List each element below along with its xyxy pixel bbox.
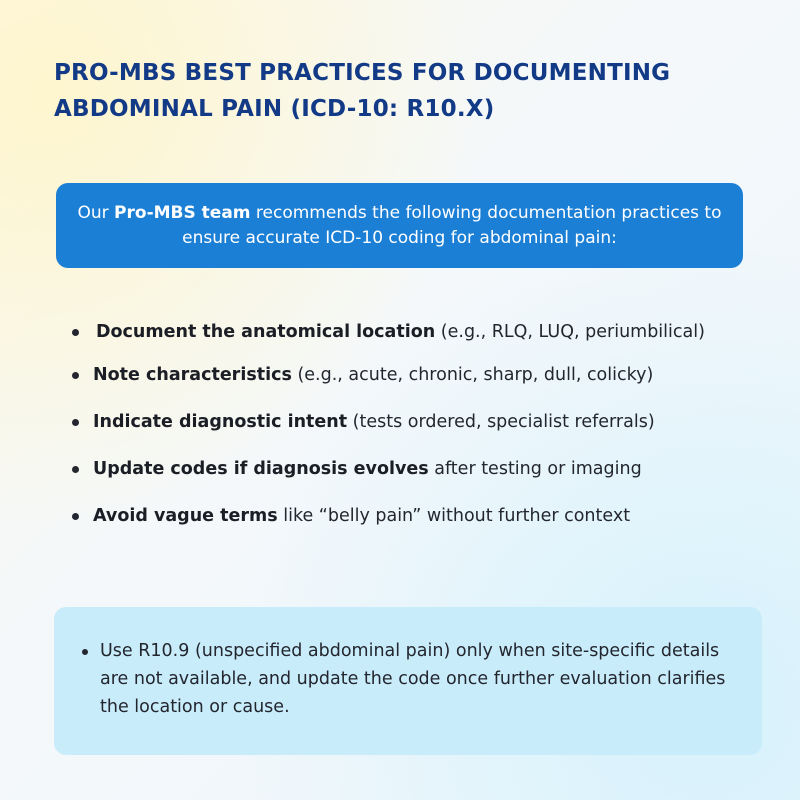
list-item — [70, 407, 750, 437]
list-item-text: (tests ordered, specialist referrals) — [347, 412, 655, 432]
page-title-line-1: PRO-MBS BEST PRACTICES FOR DOCUMENTING — [54, 60, 671, 86]
list-item — [70, 360, 750, 390]
note-text: Use R10.9 (unspecified abdominal pain) only when site-specific details are not available, and update the code once further evaluation clarifies the location or cause. — [100, 641, 726, 717]
page-title — [54, 55, 754, 127]
list-item-text: (e.g., acute, chronic, sharp, dull, colicky) — [291, 365, 654, 385]
list-item-bold: Indicate diagnostic intent — [93, 412, 348, 432]
bullet-dot-icon — [82, 649, 88, 655]
intro-prefix: Our — [77, 203, 115, 223]
list-item-text: (e.g., RLQ, LUQ, periumbilical) — [435, 322, 705, 342]
page-title-line-2: ABDOMINAL PAIN (ICD-10: R10.X) — [54, 96, 495, 122]
list-item — [70, 317, 750, 347]
note-callout — [54, 607, 762, 755]
list-item-bold: Update codes if diagnosis evolves — [93, 459, 429, 479]
intro-callout — [56, 183, 743, 268]
list-item — [70, 454, 750, 484]
list-item-bold: Document the anatomical location — [96, 322, 436, 342]
list-item — [70, 501, 750, 531]
best-practices-list — [70, 317, 750, 548]
intro-highlight: Pro-MBS team — [114, 203, 251, 223]
list-item-text: like “belly pain” without further context — [277, 506, 631, 526]
list-item-bold: Note characteristics — [93, 365, 292, 385]
list-item-text: after testing or imaging — [428, 459, 642, 479]
list-item-bold: Avoid vague terms — [93, 506, 278, 526]
intro-text: recommends the following documentation practices to ensure accurate ICD-10 coding for abdominal pain: — [182, 203, 722, 248]
